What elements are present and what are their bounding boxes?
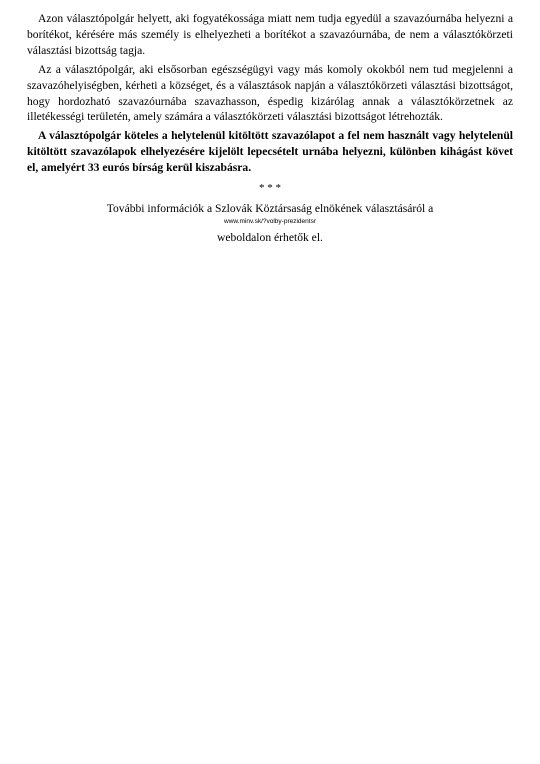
document-page <box>27 11 513 245</box>
paragraph-fine-notice: A választópolgár köteles a helytelenül kitöltött szavazólapot a fel nem használt vagy helytelenül kitöltött szavazólapok elhelyezésére kijelölt lepecsételt urnába helyezni, különben kihágást követ el, amelyért 33 eurós bírság kerül kiszabásra. <box>27 129 513 175</box>
paragraph-portable-ballot-box: Az a választópolgár, aki elsősorban egészségügyi vagy más komoly okokból nem tud megjelenni a szavazóhelyiségben, kérheti a községet, és a választások napján a választókörzeti választási bizottságot, hogy hordozható szavazóurnába szavazhasson, éspedig kizárólag annak a választókörzetnek az illetékességi területén, amely számára a választókörzeti választási bizottságot létrehozták. <box>27 62 513 124</box>
info-text: További információk a Szlovák Köztársaság elnökének választásáról a <box>106 202 434 216</box>
paragraph-assisted-voting: Azon választópolgár helyett, aki fogyatékossága miatt nem tudja egyedül a szavazóurnába helyezni a borítékot, kérésére más személy is elhelyezheti a borítékot a szavazóurnába, de nem a választókörzeti választási bizottság tagja. <box>27 12 513 57</box>
info-text-end: weboldalon érhetők el. <box>217 231 323 245</box>
section-separator: * * * <box>259 182 281 195</box>
website-link[interactable]: www.minv.sk/?volby-prezidentsr <box>224 218 316 226</box>
